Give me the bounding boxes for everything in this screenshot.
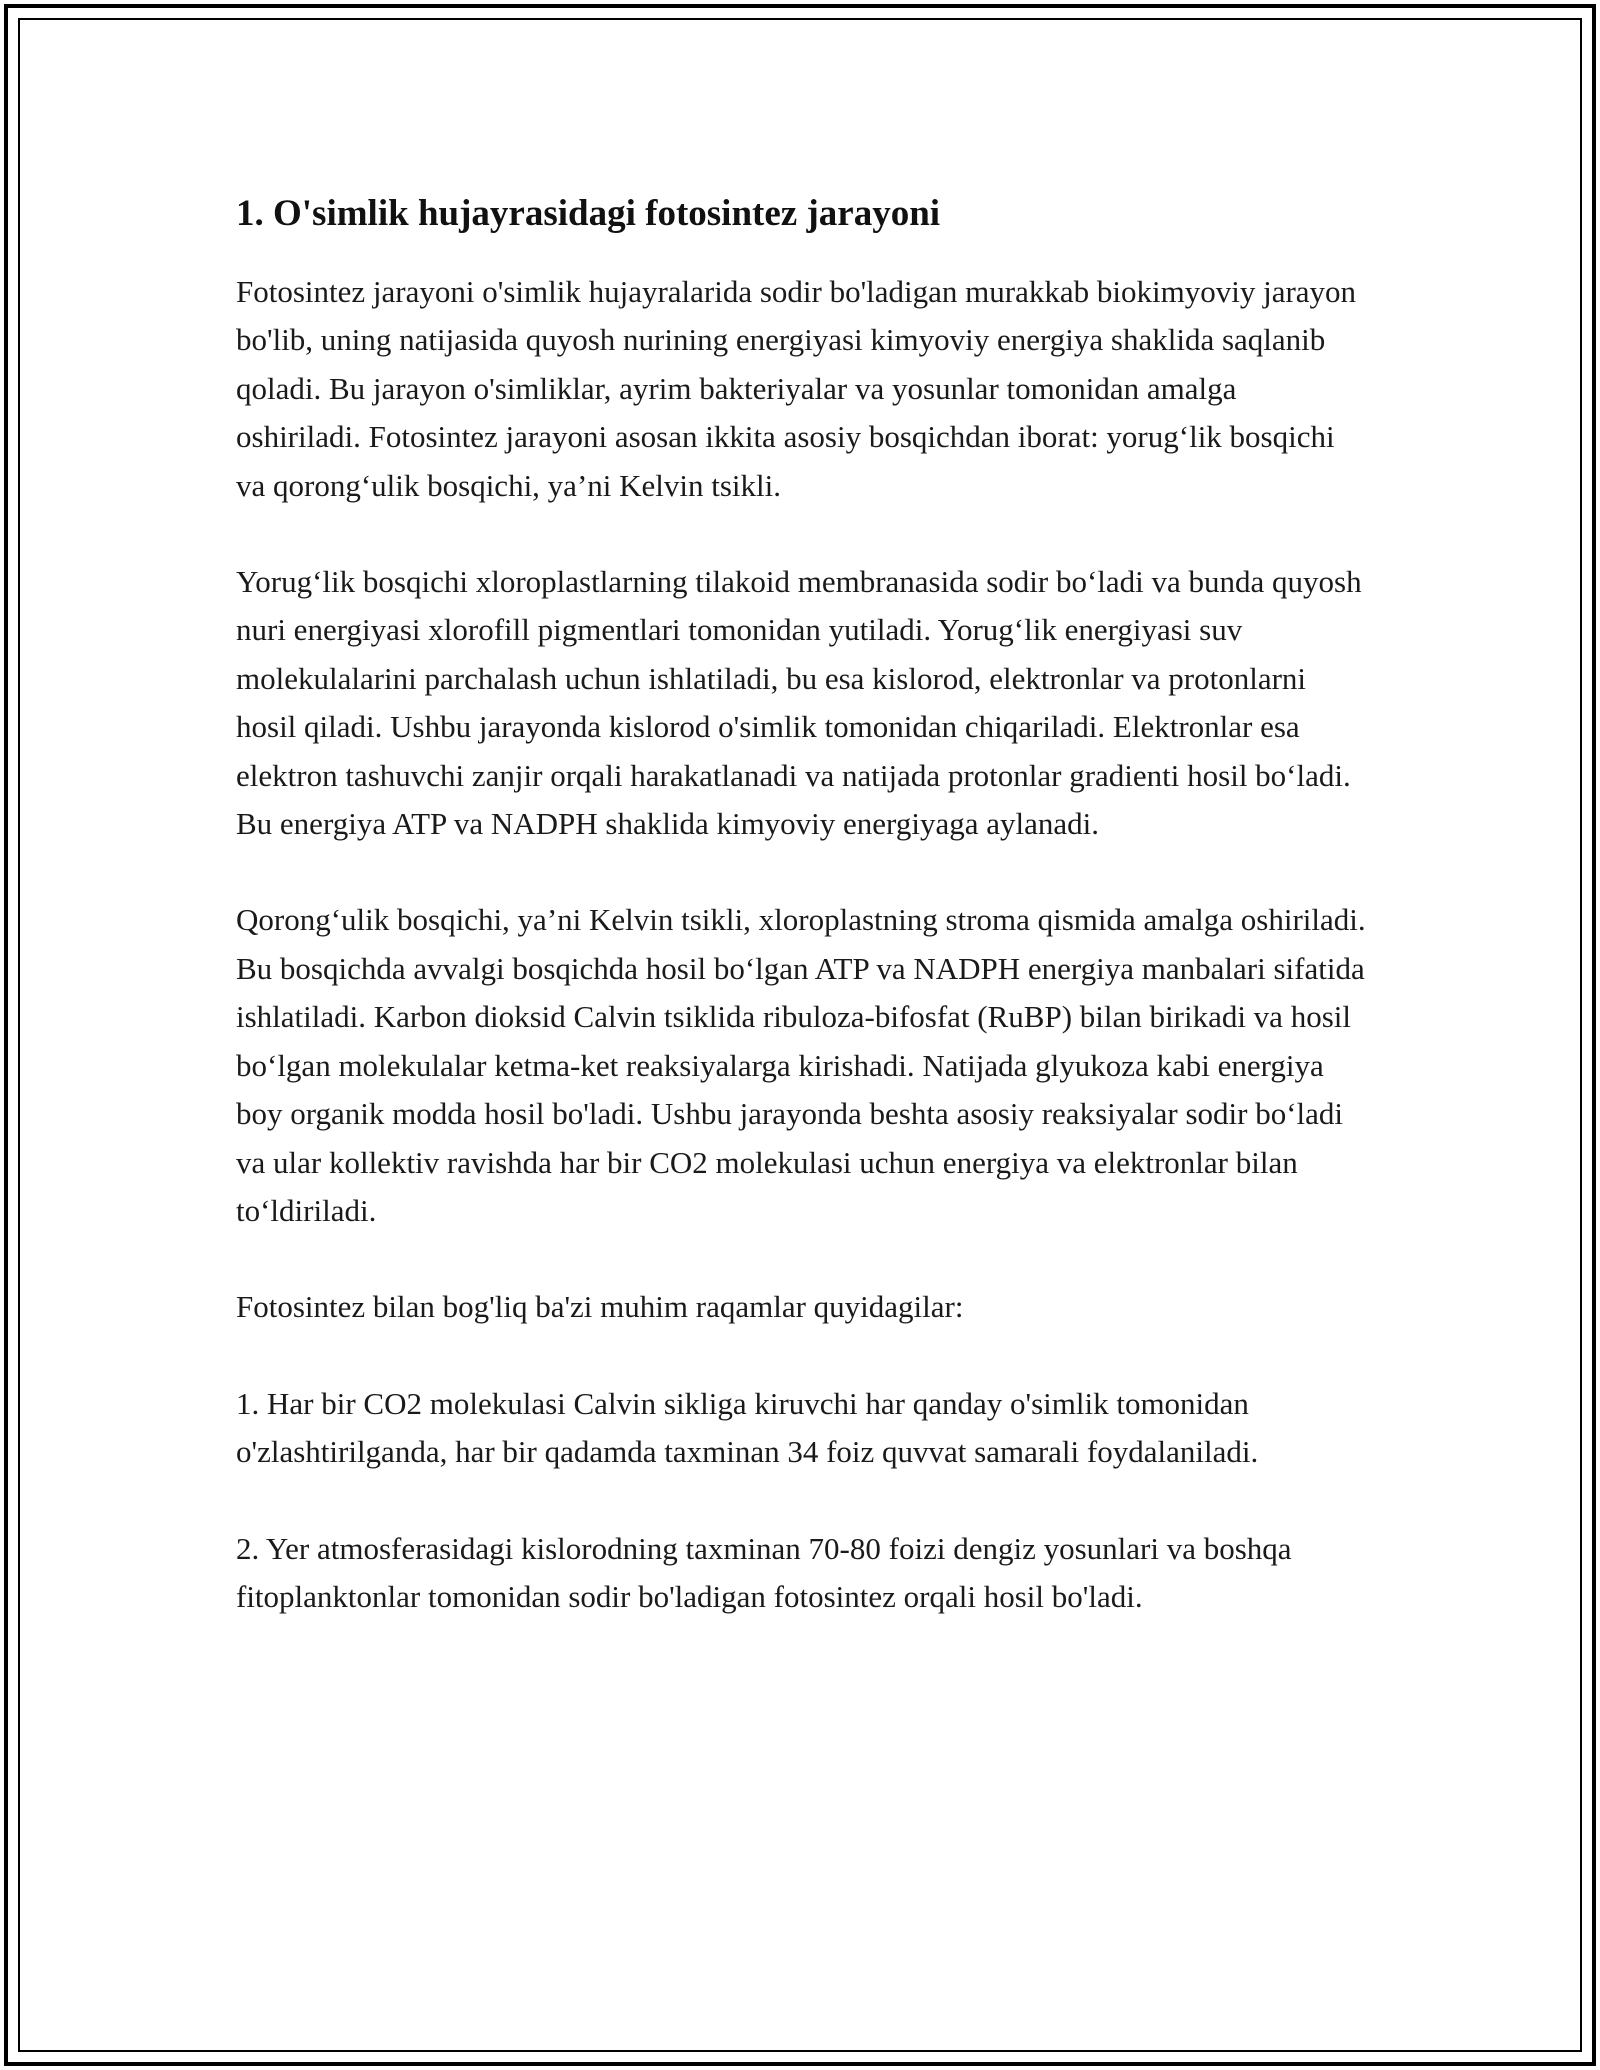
list-item-2: 2. Yer atmosferasidagi kislorodning taxminan 70-80 foizi dengiz yosunlari va boshqa fitoplanktonlar tomonidan sodir bo'ladigan fotosintez orqali hosil bo'ladi.	[236, 1530, 1292, 1614]
paragraph-dark-stage: Qorong‘ulik bosqichi, ya’ni Kelvin tsikli, xloroplastning stroma qismida amalga oshiriladi. Bu bosqichda avvalgi bosqichda hosil bo‘lgan ATP va NADPH energiya manbalari sifatida ishlatiladi. Karbon dioksid Calvin tsiklida ribuloza-bifosfat (RuBP) bilan birikadi va hosil bo‘lgan molekulalar ketma-ket reaksiyalarga kirishadi. Natijada glyukoza kabi energiya boy organik modda hosil bo'ladi. Ushbu jarayonda beshta asosiy reaksiyalar sodir bo‘ladi va ular kollektiv ravishda har bir CO2 molekulasi uchun energiya va elektronlar bilan to‘ldiriladi.	[236, 902, 1366, 1228]
paragraph-light-stage: Yorug‘lik bosqichi xloroplastlarning tilakoid membranasida sodir bo‘ladi va bunda quyosh nuri energiyasi xlorofill pigmentlari tomonidan yutiladi. Yorug‘lik energiyasi suv molekulalarini parchalash uchun ishlatiladi, bu esa kislorod, elektronlar va protonlarni hosil qiladi. Ushbu jarayonda kislorod o'simlik tomonidan chiqariladi. Elektronlar esa elektron tashuvchi zanjir orqali harakatlanadi va natijada protonlar gradienti hosil bo‘ladi. Bu energiya ATP va NADPH shaklida kimyoviy energiyaga aylanadi.	[236, 564, 1362, 842]
document-body	[236, 190, 1366, 1669]
paragraph-intro: Fotosintez jarayoni o'simlik hujayralarida sodir bo'ladigan murakkab biokimyoviy jarayon bo'lib, uning natijasida quyosh nurining energiyasi kimyoviy energiya shaklida saqlanib qoladi. Bu jarayon o'simliklar, ayrim bakteriyalar va yosunlar tomonidan amalga oshiriladi. Fotosintez jarayoni asosan ikkita asosiy bosqichdan iborat: yorug‘lik bosqichi va qorong‘ulik bosqichi, ya’ni Kelvin tsikli.	[236, 274, 1357, 503]
document-title: 1. O'simlik hujayrasidagi fotosintez jarayoni	[236, 193, 941, 234]
paragraph-numbers-intro: Fotosintez bilan bog'liq ba'zi muhim raqamlar quyidagilar:	[236, 1289, 964, 1325]
list-item-1: 1. Har bir CO2 molekulasi Calvin sikliga kiruvchi har qanday o'simlik tomonidan o'zlashtirilganda, har bir qadamda taxminan 34 foiz quvvat samarali foydalaniladi.	[236, 1385, 1259, 1470]
